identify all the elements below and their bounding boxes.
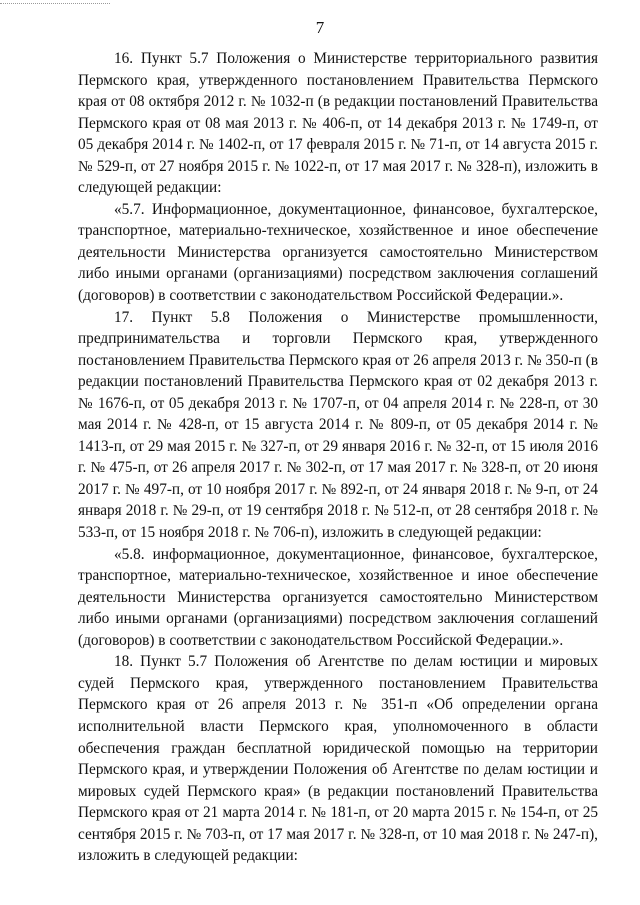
paragraph-item-18: 18. Пункт 5.7 Положения об Агентстве по делам юстиции и мировых судей Пермского края, утвержденного постановлением Правительства Пермского края от 26 апреля 2013 г. № 351-п «Об определении органа исполнительной власти Пермского края, уполномоченного в области обеспечения граждан бесплатной юридической помощью на территории Пермского края, и утверждении Положения об Агентстве по делам юстиции и мировых судей Пермского края» (в редакции постановлений Правительства Пермского края от 21 марта 2014 г. № 181-п, от 20 марта 2015 г. № 154-п, от 25 сентября 2015 г. № 703-п, от 17 мая 2017 г. № 328-п, от 10 мая 2018 г. № 247-п), изложить в следующей редакции:	[78, 653, 598, 865]
paragraph-item-17: 17. Пункт 5.8 Положения о Министерстве промышленности, предпринимательства и торговли Пермского края, утвержденного постановлением Правительства Пермского края от 26 апреля 2013 г. № 350-п (в редакции постановлений Правительства Пермского края от 02 декабря 2013 г. № 1676-п, от 05 декабря 2013 г. № 1707-п, от 04 апреля 2014 г. № 228-п, от 30 мая 2014 г. № 428-п, от 15 августа 2014 г. № 809-п, от 05 декабря 2014 г. № 1413-п, от 29 мая 2015 г. № 327-п, от 29 января 2016 г. № 32-п, от 15 июля 2016 г. № 475-п, от 26 апреля 2017 г. № 302-п, от 17 мая 2017 г. № 328-п, от 20 июня 2017 г. № 497-п, от 10 ноября 2017 г. № 892-п, от 24 января 2018 г. № 9-п, от 24 января 2018 г. № 29-п, от 19 сентября 2018 г. № 512-п, от 28 сентября 2018 г. № 533-п, от 15 ноября 2018 г. № 706-п), изложить в следующей редакции:	[78, 308, 598, 542]
quoted-clause-5-7: «5.7. Информационное, документационное, финансовое, бухгалтерское, транспортное, материально-техническое, хозяйственное и иное обеспечение деятельности Министерства организуется самостоятельно Министерством либо иными органами (организациями) посредством заключения соглашений (договоров) в соответствии с законодательством Российской Федерации.».	[78, 200, 598, 305]
document-body	[78, 48, 598, 867]
header-divider	[0, 3, 110, 4]
page-number: 7	[315, 18, 325, 37]
paragraph-item-16: 16. Пункт 5.7 Положения о Министерстве территориального развития Пермского края, утвержденного постановлением Правительства Пермского края от 08 октября 2012 г. № 1032-п (в редакции постановлений Правительства Пермского края от 08 мая 2013 г. № 406-п, от 14 декабря 2013 г. № 1749-п, от 05 декабря 2014 г. № 1402-п, от 17 февраля 2015 г. № 71-п, от 14 августа 2015 г. № 529-п, от 27 ноября 2015 г. № 1022-п, от 17 мая 2017 г. № 328-п), изложить в следующей редакции:	[78, 50, 598, 197]
quoted-clause-5-8: «5.8. информационное, документационное, финансовое, бухгалтерское, транспортное, материально-техническое, хозяйственное и иное обеспечение деятельности Министерства организуется самостоятельно Министерством либо иными органами (организациями) посредством заключения соглашений (договоров) в соответствии с законодательством Российской Федерации.».	[78, 545, 598, 649]
